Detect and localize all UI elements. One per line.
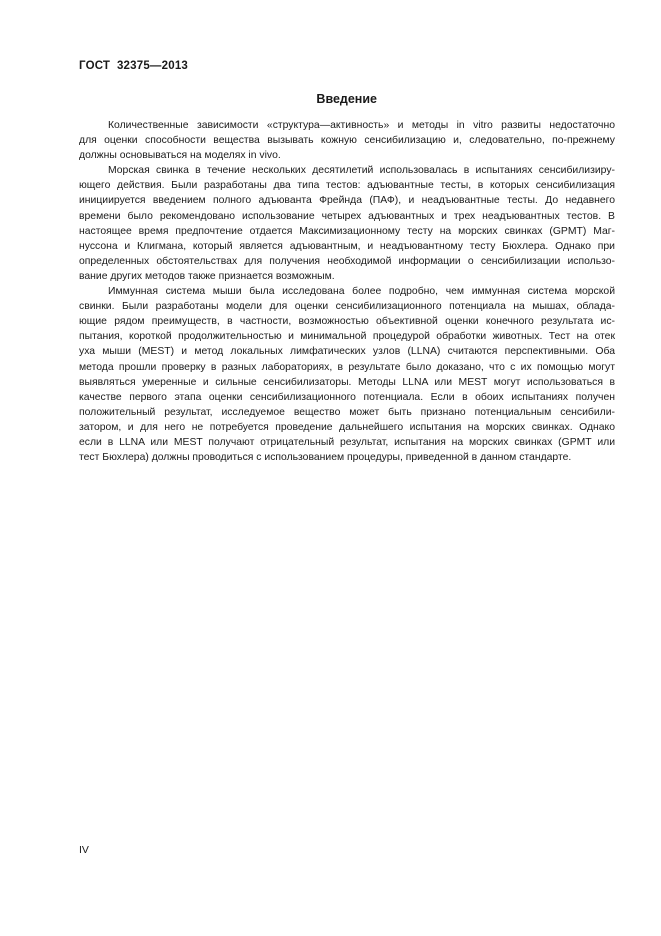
page-number: IV xyxy=(79,844,89,856)
text-line: нуссона и Клигмана, который является адъювантным, и неадъювантному тесту Бюхлера. Однако при xyxy=(79,240,615,252)
text-line: ющие рядом преимуществ, в частности, возможностью объективной оценки конечного результата ис- xyxy=(79,316,615,328)
text-line: уха мыши (MEST) и метод локальных лимфатических узлов (LLNA) считаются перспективными. Оба xyxy=(79,346,615,358)
section-title: Введение xyxy=(316,92,377,106)
text-line: для оценки способности вещества вызывать кожную сенсибилизацию и, следовательно, по-прежнему xyxy=(79,135,615,147)
text-line: затором, и для него не потребуется проведение дальнейшего испытания на морских свинках. Однако xyxy=(79,421,615,433)
text-line: метода прошли проверку в разных лабораториях, в результате было доказано, что с их помощью могут xyxy=(79,361,615,373)
text-line: пытания, короткой продолжительностью и минимальной процедурой обработки животных. Тест на отек xyxy=(79,331,615,343)
text-line: вание других методов также признается возможным. xyxy=(79,270,335,282)
text-line: ющего действия. Были разработаны два типа тестов: адъювантные тесты, в которых сенсибилизация xyxy=(79,180,615,192)
text-line: положительный результат, исследуемое вещество может быть признано потенциальным сенсибили- xyxy=(79,406,615,418)
text-line: Количественные зависимости «структура—активность» и методы in vitro развиты недостаточно xyxy=(108,120,615,131)
text-line: качестве первого этапа оценки сенсибилизационного потенциала. Если в обоих испытаниях получен xyxy=(79,391,615,403)
text-line: инициируется введением полного адъюванта Фрейнда (ПАФ), и неадъювантные тесты. До недавнего xyxy=(79,195,615,207)
text-line: определенных обстоятельствах для получения необходимой информации о сенсибилизации использо- xyxy=(79,255,615,267)
text-line: должны основываться на моделях in vivo. xyxy=(79,150,281,162)
text-line: выявляться умеренные и сильные сенсибилизаторы. Методы LLNA или MEST могут использоваться в xyxy=(79,376,615,388)
text-line: тест Бюхлера) должны проводиться с использованием процедуры, приведенной в данном стандарте. xyxy=(79,452,572,464)
text-line: настоящее время предпочтение отдается Максимизационному тесту на морских свинках (GPMT) Маг- xyxy=(79,225,615,237)
document-header: ГОСТ 32375—2013 xyxy=(79,60,189,72)
text-line: Морская свинка в течение нескольких десятилетий использовалась в испытаниях сенсибилизиру- xyxy=(108,165,615,177)
text-line: времени было рекомендовано использование четырех адъювантных и трех неадъювантных тестов. В xyxy=(79,210,615,222)
text-line: если в LLNA или MEST получают отрицательный результат, испытания на морских свинках (GPMT или xyxy=(79,436,615,448)
paragraph xyxy=(79,163,615,284)
text-line: свинки. Были разработаны модели для оценки сенсибилизационного потенциала на мышах, облада- xyxy=(79,301,615,313)
text-line: Иммунная система мыши была исследована более подробно, чем иммунная система морской xyxy=(108,286,615,298)
body-text xyxy=(79,118,615,465)
paragraph xyxy=(79,118,615,163)
paragraph xyxy=(79,284,615,465)
